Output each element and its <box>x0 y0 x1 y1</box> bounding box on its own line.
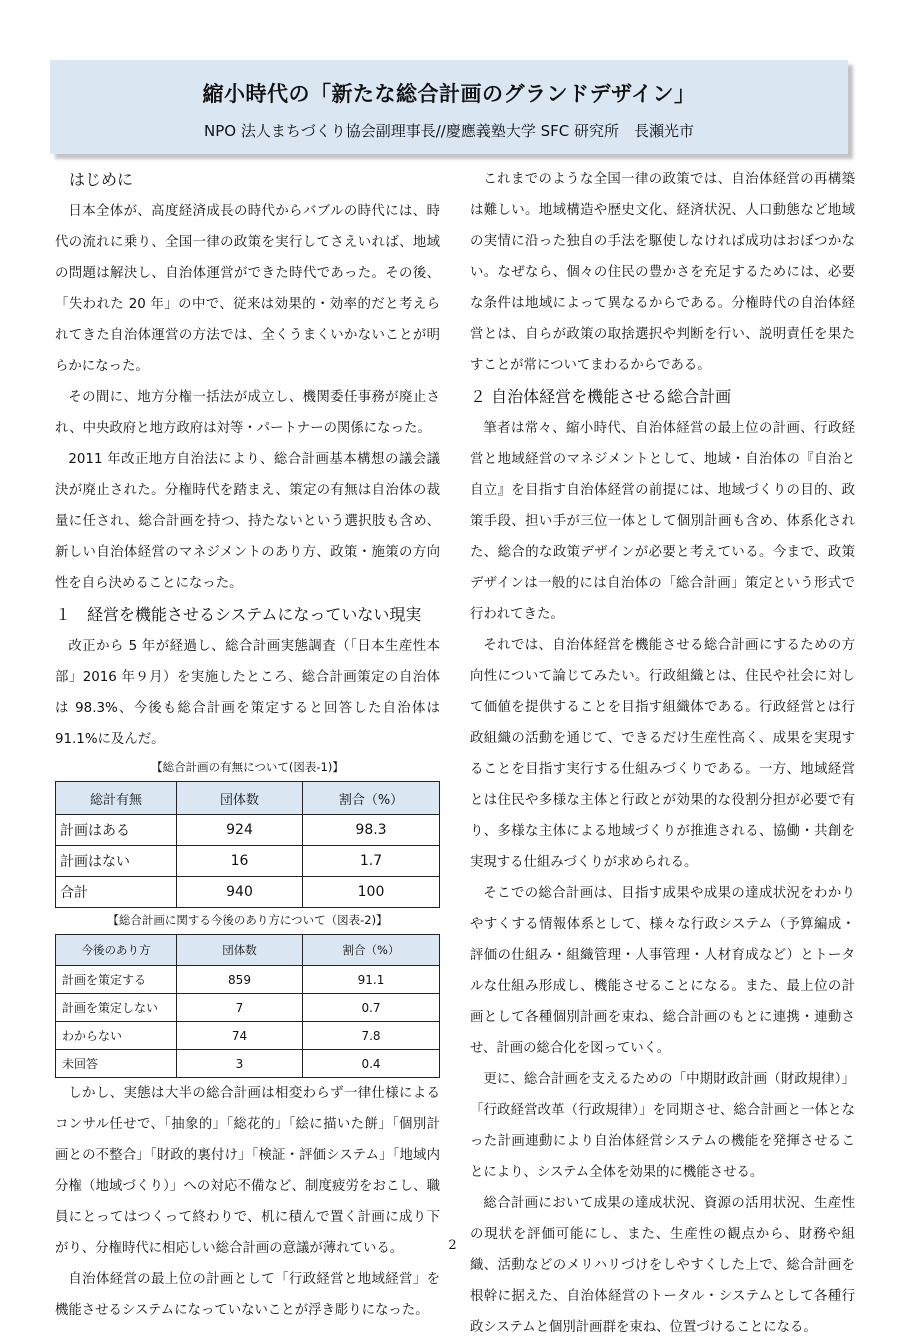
column-header: 団体数 <box>177 782 303 815</box>
table-cell: 計画はない <box>56 846 177 877</box>
table-plan-existence <box>55 781 440 908</box>
table-cell: 計画を策定する <box>56 966 177 994</box>
table-header-row <box>56 935 440 966</box>
table-cell: 7.8 <box>303 1022 440 1050</box>
left-column <box>55 164 440 1326</box>
table-cell: 未回答 <box>56 1050 177 1078</box>
paragraph: 自治体経営の最上位の計画として「行政経営と地域経営」を機能させるシステムになっていないことが浮き彫りになった。 <box>55 1272 440 1318</box>
column-header: 総計有無 <box>56 782 177 815</box>
paragraph: 総合計画において成果の達成状況、資源の活用状況、生産性の現状を評価可能にし、また、生産性の観点から、財務や組織、活動などのメリハリづけをしやすくした上で、総合計画を根幹に据えた、自治体経営のトータル・システムとして各種行政システムと個別計画群を束ね、位置づけることになる。 <box>470 1196 855 1335</box>
page-title: 縮小時代の「新たな総合計画のグランドデザイン」 <box>202 82 696 106</box>
column-header: 割合（%） <box>303 782 440 815</box>
paragraph: 2011 年改正地方自治法により、総合計画基本構想の議会議決が廃止された。分権時代を踏まえ、策定の有無は自治体の裁量に任され、総合計画を持つ、持たないという選択肢も含め、新しい自治体経営のマネジメントのあり方、政策・施策の方向性を自ら決めることになった。 <box>55 452 440 591</box>
paragraph: 更に、総合計画を支えるための「中期財政計画（財政規律）」「行政経営改革（行政規律）」を同期させ、総合計画と一体となった計画連動により自治体経営システムの機能を発揮させることにより、システム全体を効果的に機能させる。 <box>470 1072 855 1180</box>
author-line: NPO 法人まちづくり協会副理事長//慶應義塾大学 SFC 研究所 長瀬光市 <box>204 122 694 140</box>
table-cell: 91.1 <box>303 966 440 994</box>
table-cell: 0.4 <box>303 1050 440 1078</box>
table-cell: 940 <box>177 877 303 908</box>
table-cell: 1.7 <box>303 846 440 877</box>
table-cell: 計画はある <box>56 815 177 846</box>
paragraph: 日本全体が、高度経済成長の時代からバブルの時代には、時代の流れに乗り、全国一律の政策を実行してさえいれば、地域の問題は解決し、自治体運営ができた時代であった。その後、「失われた 20 年」の中で、従来は効果的・効率的だと考えられてきた自治体運営の方法では、全くうまくいかないことが明らかになった。 <box>55 204 440 374</box>
column-header: 団体数 <box>177 935 303 966</box>
column-header: 割合（%） <box>303 935 440 966</box>
table-cell: 859 <box>177 966 303 994</box>
table-cell: わからない <box>56 1022 177 1050</box>
table-row <box>56 994 440 1022</box>
table-row <box>56 1050 440 1078</box>
table-cell: 16 <box>177 846 303 877</box>
paragraph: それでは、自治体経営を機能させる総合計画にするための方向性について論じてみたい。行政組織とは、住民や社会に対して価値を提供することを目指す組織体である。行政経営とは行政組織の活動を通じて、できるだけ生産性高く、成果を実現することを目指す実行する仕組みづくりである。一方、地域経営とは住民や多様な主体と行政とが効果的な役割分担が必要で有り、多様な主体による地域づくりが推進される、協働・共創を実現する仕組みづくりが求められる。 <box>470 638 855 870</box>
title-banner <box>50 60 848 154</box>
section-2-heading: ２ 自治体経営を機能させる総合計画 <box>470 387 732 406</box>
paragraph: 筆者は常々、縮小時代、自治体経営の最上位の計画、行政経営と地域経営のマネジメントとして、地域・自治体の『自治と自立』を目指す自治体経営の前提には、地域づくりの目的、政策手段、担い手が三位一体として個別計画も含め、体系化された、総合的な政策デザインが必要と考えている。今まで、政策デザインは一般的には自治体の「総合計画」策定という形式で行われてきた。 <box>470 421 855 622</box>
table-cell: 0.7 <box>303 994 440 1022</box>
table-future-plans <box>55 934 440 1078</box>
page-number: 2 <box>448 1238 457 1253</box>
paragraph: その間に、地方分権一括法が成立し、機関委任事務が廃止され、中央政府と地方政府は対等・パートナーの関係になった。 <box>55 390 440 436</box>
column-header: 今後のあり方 <box>56 935 177 966</box>
table-2-caption: 【総合計画に関する今後のあり方について（図表-2)】 <box>107 913 388 927</box>
paragraph: そこでの総合計画は、目指す成果や成果の達成状況をわかりやすくする情報体系として、様々な行政システム（予算編成・評価の仕組み・組織管理・人事管理・人材育成など）とトータルな仕組み形成し、機能させることになる。また、最上位の計画として各種個別計画を束ね、総合計画のもとに連携・連動させ、計画の総合化を図っていく。 <box>470 886 855 1056</box>
paragraph: 改正から 5 年が経過し、総合計画実態調査（「日本生産性本部」2016 年９月）を実施したところ、総合計画策定の自治体は 98.3%、今後も総合計画を策定すると回答した自治体は 91.1%に及んだ。 <box>55 639 440 747</box>
table-cell: 924 <box>177 815 303 846</box>
right-column <box>470 164 855 1343</box>
intro-heading: はじめに <box>69 170 134 189</box>
table-cell: 計画を策定しない <box>56 994 177 1022</box>
table-row <box>56 966 440 994</box>
table-cell: 100 <box>303 877 440 908</box>
table-row <box>56 846 440 877</box>
table-cell: 74 <box>177 1022 303 1050</box>
paragraph: しかし、実態は大半の総合計画は相変わらず一律仕様によるコンサル任せで、「抽象的」「総花的」「絵に描いた餅」「個別計画との不整合」「財政的裏付け」「検証・評価システム」「地域内分権（地域づくり）」への対応不備など、制度疲労をおこし、職員にとってはつくって終わりで、机に積んで置く計画に成り下がり、分権時代に相応しい総合計画の意議が薄れている。 <box>55 1086 440 1256</box>
table-cell: 7 <box>177 994 303 1022</box>
paragraph: これまでのような全国一律の政策では、自治体経営の再構築は難しい。地域構造や歴史文化、経済状況、人口動態など地域の実情に沿った独自の手法を駆使しなければ成功はおぼつかない。なぜなら、個々の住民の豊かさを充足するためには、必要な条件は地域によって異なるからである。分権時代の自治体経営とは、自らが政策の取捨選択や判断を行い、説明責任を果たすことが常についてまわるからである。 <box>470 172 855 373</box>
table-1-caption: 【総合計画の有無について(図表-1)】 <box>151 760 344 774</box>
table-row <box>56 1022 440 1050</box>
section-1-heading: １ 経営を機能させるシステムになっていない現実 <box>55 605 422 624</box>
table-cell: 3 <box>177 1050 303 1078</box>
table-row <box>56 815 440 846</box>
table-header-row <box>56 782 440 815</box>
table-cell: 合計 <box>56 877 177 908</box>
table-row <box>56 877 440 908</box>
table-cell: 98.3 <box>303 815 440 846</box>
